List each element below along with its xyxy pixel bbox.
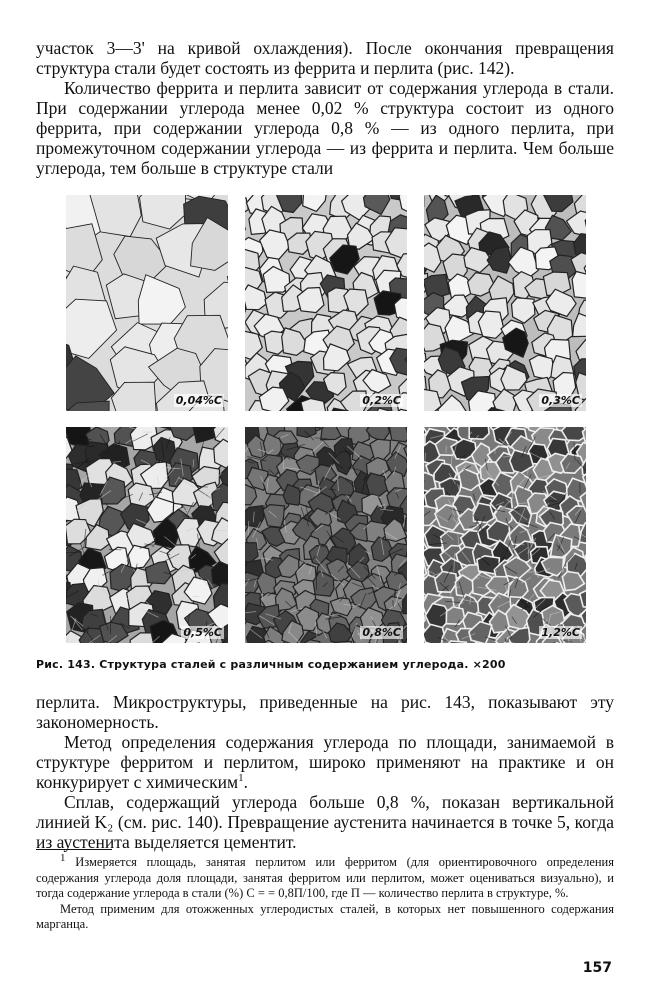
micrograph-0-5c-image — [66, 427, 228, 643]
micrograph-0-8c-image — [245, 427, 407, 643]
paragraph-microstructures: перлита. Микроструктуры, приведенные на рис. 143, показывают эту закономерность. — [36, 692, 614, 732]
footnote-1-text: Измеряется площадь, занятая перлитом или ферритом (для ориентировочного определения содержания углерода доля площади, занятая ферритом или перлитом, может оцениваться визуально), и тогда содержание углерода в стали (%) C = = 0,8П/100, где П — количество перлита в структуре, %. — [36, 855, 615, 900]
micrograph-0-5c — [66, 427, 228, 643]
micrograph-0-3c-image — [424, 195, 586, 411]
micrograph-1-2c-image — [424, 427, 586, 643]
micrograph-0-2c — [245, 195, 407, 411]
paragraph-cooling-curve: участок 3—3' на кривой охлаждения). После окончания превращения структура стали будет состоять из феррита и перлита (рис. 142). — [36, 38, 614, 78]
micrograph-label: 0,04%C — [175, 394, 222, 407]
footnote-2: Метод применим для отожженных углеродистых сталей, в которых нет повышенного содержания марганца. — [36, 901, 614, 931]
footnote-reference: 1 — [238, 772, 244, 785]
micrograph-0-04c-image — [66, 195, 228, 411]
page-number: 157 — [582, 960, 612, 976]
footnote-divider — [36, 849, 112, 850]
micrograph-label: 0,5%C — [183, 626, 222, 639]
micrograph-label: 1,2%C — [541, 626, 580, 639]
figure-143 — [66, 195, 586, 645]
micrograph-label: 0,3%C — [541, 394, 580, 407]
top-text — [36, 38, 614, 178]
paragraph-area-method: Метод определения содержания углерода по площади, занимаемой в структуре ферритом и перлитом, широко применяют на практике и он конкурирует с химическим$^1$. — [36, 732, 614, 792]
footnote-mark: 1 — [60, 851, 66, 864]
micrograph-1-2c — [424, 427, 586, 643]
micrograph-0-2c-image — [245, 195, 407, 411]
micrograph-label: 0,2%C — [362, 394, 401, 407]
footnotes — [36, 851, 615, 933]
footnote-1 — [36, 851, 615, 902]
micrograph-0-8c — [245, 427, 407, 643]
bottom-text — [36, 692, 614, 852]
area-method-text: Метод определения содержания углерода по площади, занимаемой в структуре ферритом и перлитом, широко применяют на практике и он конкурирует с химическим — [36, 732, 614, 792]
micrograph-label: 0,8%C — [362, 626, 401, 639]
paragraph-ferrite-pearlite: Количество феррита и перлита зависит от содержания углерода в стали. При содержании углерода менее 0,02 % структура состоит из одного феррита, при содержании углерода 0,8 % — из одного перлита, при промежуточном содержании углерода — из феррита и перлита. Чем больше углерода, тем больше в структуре стали — [36, 78, 614, 178]
micrograph-0-04c — [66, 195, 228, 411]
figure-caption: Рис. 143. Структура сталей с различным содержанием углерода. ×200 — [36, 658, 506, 671]
paragraph-hypereutectoid: Сплав, содержащий углерода больше 0,8 %, показан вертикальной линией K₂ (см. рис. 140). Превращение аустенита начинается в точке 5, когда из аустенита выделяется цементит. — [36, 792, 614, 852]
micrograph-0-3c — [424, 195, 586, 411]
